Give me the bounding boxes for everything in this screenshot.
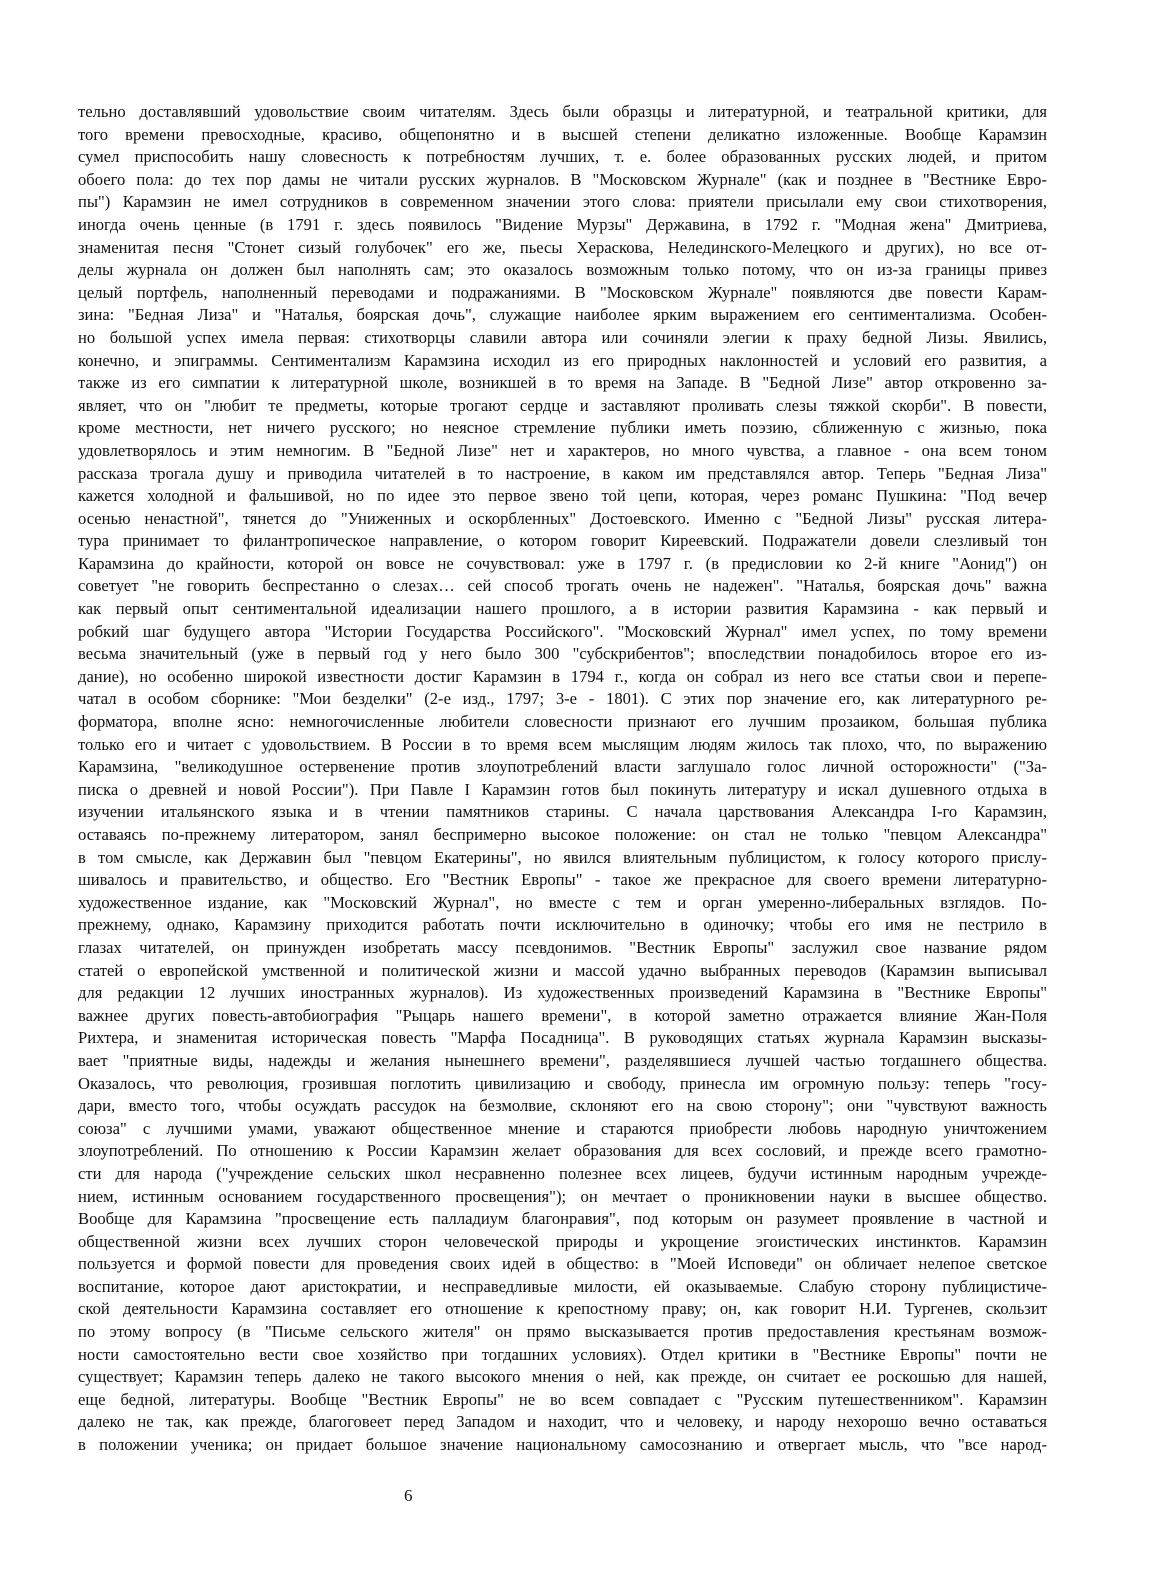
text-line: только его и читает с удовольствием. В России в то время всем мыслящим людям жилось так плохо, что, по выражению — [78, 734, 1047, 754]
text-line: кажется холодной и фальшивой, но по идее это первое звено той цепи, которая, через романс Пушкина: "Под вечер — [78, 486, 1047, 506]
page-number: 6 — [404, 1486, 413, 1505]
text-line: пы") Карамзин не имел сотрудников в современном значении этого слова: приятели присылали ему свои стихотворения, — [78, 192, 1047, 212]
text-line: также из его симпатии к литературной школе, возникшей в то время на Западе. В "Бедной Лизе" автор откровенно за- — [78, 373, 1047, 393]
text-line: сти для народа ("учреждение сельских школ несравненно полезнее всех лицеев, будучи истинным народным учрежде- — [78, 1163, 1047, 1183]
text-line: конечно, и эпиграммы. Сентиментализм Карамзина исходил из его природных наклонностей и условий его развития, а — [78, 350, 1047, 370]
body-text — [78, 101, 1047, 1457]
text-line: целый портфель, наполненный переводами и подражаниями. В "Московском Журнале" появляются две повести Карам- — [78, 282, 1047, 302]
text-line: форматора, вполне ясно: немногочисленные любители словесности признают его лучшим прозаиком, большая публика — [78, 712, 1047, 732]
text-line: злоупотреблений. По отношению к России Карамзин желает образования для всех сословий, и прежде всего грамотно- — [78, 1141, 1047, 1161]
text-line: делы журнала он должен был наполнять сам; это оказалось возможным только потому, что он из-за границы привез — [78, 260, 1047, 280]
text-line: прежнему, однако, Карамзину приходится работать почти исключительно в одиночку; чтобы его имя не пестрило в — [78, 915, 1047, 935]
text-line: Карамзина, "великодушное остервенение против злоупотреблений власти заглушало голос личной осторожности" ("За- — [78, 757, 1047, 777]
text-line: того времени превосходные, красиво, общепонятно и в высшей степени деликатно изложенные. Вообще Карамзин — [78, 124, 1047, 144]
text-line: шивалось и правительство, и общество. Его "Вестник Европы" - такое же прекрасное для своего времени литературно- — [78, 870, 1047, 890]
text-line: нием, истинным основанием государственного просвещения"); он мечтает о проникновении науки в высшее общество. — [78, 1186, 1047, 1206]
text-line: общественной жизни всех лучших сторон человеческой природы и укрощение эгоистических инстинктов. Карамзин — [78, 1231, 1047, 1251]
text-line: в том смысле, как Державин был "певцом Екатерины", но явился влиятельным публицистом, к голосу которого прислу- — [78, 847, 1047, 867]
text-line: Вообще для Карамзина "просвещение есть палладиум благонравия", под которым он разумеет проявление в частной и — [78, 1209, 1047, 1229]
text-line: как первый опыт сентиментальной идеализации нашего прошлого, а в истории развития Карамзина - как первый и — [78, 599, 1047, 619]
text-line: статей о европейской умственной и политической жизни и массой удачно выбранных переводов (Карамзин выписывал — [78, 960, 1047, 980]
text-line: Оказалось, что революция, грозившая поглотить цивилизацию и свободу, принесла им огромную пользу: теперь "госу- — [78, 1073, 1047, 1093]
text-line: вает "приятные виды, надежды и желания нынешнего времени", разделявшиеся лучшей частью тогдашнего общества. — [78, 1050, 1047, 1070]
text-line: оставаясь по-прежнему литератором, занял беспримерно высокое положение: он стал не только "певцом Александра" — [78, 825, 1047, 844]
text-line: Рихтера, и знаменитая историческая повесть "Марфа Посадница". В руководящих статьях журнала Карамзин высказы- — [78, 1028, 1047, 1048]
text-line: еще бедной, литературы. Вообще "Вестник Европы" не во всем совпадает с "Русским путешественником". Карамзин — [78, 1389, 1047, 1409]
text-line: глазах читателей, он принужден изобретать массу псевдонимов. "Вестник Европы" заслужил свое название рядом — [78, 937, 1047, 957]
text-line: ской деятельности Карамзина составляет его отношение к крепостному праву; он, как говорит Н.И. Тургенев, скользит — [78, 1299, 1047, 1319]
text-line: но большой успех имела первая: стихотворцы славили автора или сочиняли элегии к праху бедной Лизы. Явились, — [78, 327, 1047, 347]
text-line: весьма значительный (уже в первый год у него было 300 "субскрибентов"; впоследствии понадобилось второе его из- — [78, 644, 1047, 664]
text-line: воспитание, которое дают аристократии, и несправедливые милости, ей оказываемые. Слабую сторону публицистиче- — [78, 1276, 1047, 1296]
text-line: ности самостоятельно вести свое хозяйство при тогдашних условиях). Отдел критики в "Вестнике Европы" почти не — [78, 1344, 1047, 1364]
text-line: сумел приспособить нашу словесность к потребностям лучших, т. е. более образованных русских людей, и притом — [78, 147, 1047, 167]
text-line: знаменитая песня "Стонет сизый голубочек" его же, пьесы Хераскова, Нелединского-Мелецкого и других), но все от- — [78, 237, 1047, 257]
text-line: Карамзина до крайности, которой он вовсе не сочувствовал: уже в 1797 г. (в предисловии ко 2-й книге "Аонид") он — [78, 553, 1047, 573]
text-line: для редакции 12 лучших иностранных журналов). Из художественных произведений Карамзина в "Вестнике Европы" — [78, 983, 1047, 1003]
text-line: являет, что он "любит те предметы, которые трогают сердце и заставляют проливать слезы тяжкой скорби". В повести, — [78, 395, 1047, 415]
text-line: иногда очень ценные (в 1791 г. здесь появилось "Видение Мурзы" Державина, в 1792 г. "Модная жена" Дмитриева, — [78, 214, 1047, 234]
text-line: дари, вместо того, чтобы осуждать рассудок на безмолвие, склоняют его на свою сторону"; они "чувствуют важность — [78, 1096, 1047, 1116]
text-line: художественное издание, как "Московский Журнал", но вместе с тем и орган умеренно-либеральных взглядов. По- — [78, 892, 1047, 912]
text-line: чатал в особом сборнике: "Мои безделки" (2-е изд., 1797; 3-е - 1801). С этих пор значение его, как литературного ре- — [78, 689, 1047, 709]
text-line: тельно доставлявший удовольствие своим читателям. Здесь были образцы и литературной, и театральной критики, для — [78, 102, 1047, 121]
text-line: робкий шаг будущего автора "Истории Государства Российского". "Московский Журнал" имел успех, по тому времени — [78, 621, 1047, 641]
text-line: по этому вопросу (в "Письме сельского жителя" он прямо высказывается против предоставления крестьянам возмож- — [78, 1322, 1047, 1342]
text-line: зина: "Бедная Лиза" и "Наталья, боярская дочь", служащие наиболее ярким выражением его сентиментализма. Особен- — [78, 305, 1047, 325]
text-line: изучении итальянского языка и в чтении памятников старины. С начала царствования Александра I-го Карамзин, — [78, 802, 1047, 822]
text-line: важнее других повесть-автобиография "Рыцарь нашего времени", в которой заметно отражается влияние Жан-Поля — [78, 1005, 1047, 1025]
text-line: осенью ненастной", тянется до "Униженных и оскорбленных" Достоевского. Именно с "Бедной Лизы" русская литера- — [78, 508, 1047, 528]
text-line: в положении ученика; он придает большое значение национальному самосознанию и отвергает мысль, что "все народ- — [78, 1435, 1047, 1455]
text-line: писка о древней и новой России"). При Павле I Карамзин готов был покинуть литературу и искал душевного отдыха в — [78, 779, 1047, 799]
text-line: кроме местности, нет ничего русского; но неясное стремление публики иметь поэзию, сближенную с жизнью, пока — [78, 418, 1047, 438]
text-line: рассказа трогала душу и приводила читателей в то настроение, в каком им представлялся автор. Теперь "Бедная Лиза" — [78, 463, 1047, 483]
text-line: советует "не говорить беспрестанно о слезах… сей способ трогать очень не надежен". "Наталья, боярская дочь" важна — [78, 576, 1047, 596]
text-line: удовлетворялось и этим немногим. В "Бедной Лизе" нет и характеров, но много чувства, а главное - она всем тоном — [78, 440, 1047, 460]
text-line: тура принимает то филантропическое направление, о котором говорит Киреевский. Подражатели довели слезливый тон — [78, 531, 1047, 551]
text-line: существует; Карамзин теперь далеко не такого высокого мнения о ней, как прежде, он считает ее роскошью для нашей, — [78, 1367, 1047, 1387]
text-line: далеко не так, как прежде, благоговеет перед Западом и находит, что и человеку, и народу нехорошо вечно оставаться — [78, 1412, 1047, 1432]
text-line: дание), но особенно широкой известности достиг Карамзин в 1794 г., когда он собрал из него все статьи свои и перепе- — [78, 666, 1047, 686]
text-line: обоего пола: до тех пор дамы не читали русских журналов. В "Московском Журнале" (как и позднее в "Вестнике Евро- — [78, 169, 1047, 189]
text-line: союза" с лучшими умами, уважают общественное мнение и стараются приобрести любовь народную уничтожением — [78, 1118, 1047, 1138]
text-line: пользуется и формой повести для проведения своих идей в общество: в "Моей Исповеди" он обличает нелепое светское — [78, 1254, 1047, 1274]
